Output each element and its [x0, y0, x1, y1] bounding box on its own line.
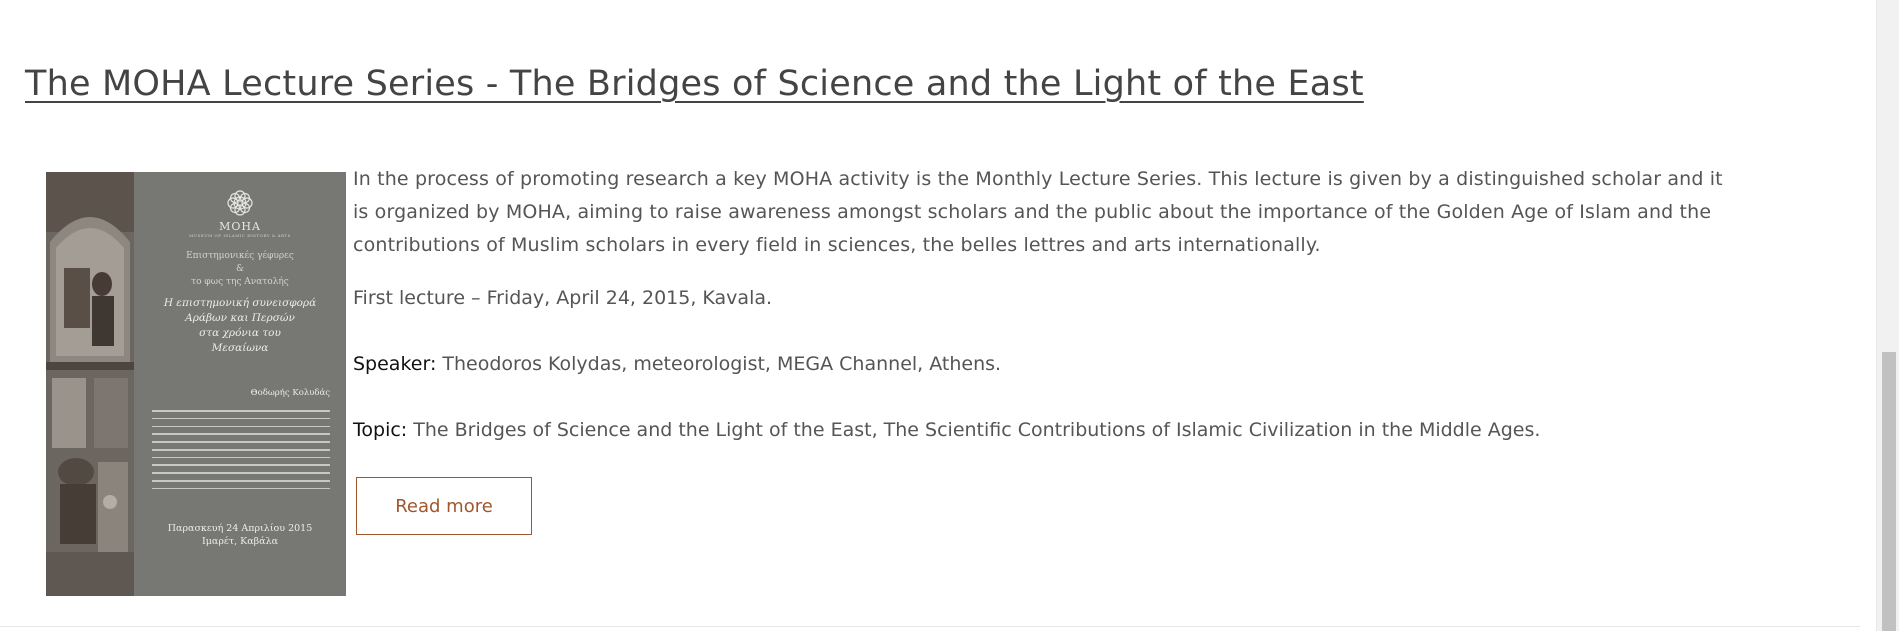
- topic-label: Topic:: [353, 419, 408, 441]
- poster-series-line: το φως της Ανατολής: [191, 277, 289, 287]
- poster-brand: MOHA: [219, 220, 261, 233]
- poster-text-panel: [134, 172, 346, 596]
- first-lecture-date: First lecture – Friday, April 24, 2015, Kavala.: [353, 287, 773, 309]
- section-divider: [0, 626, 1860, 627]
- poster-heading-line: Η επιστημονική συνεισφορά: [163, 297, 317, 309]
- poster-body-text: [152, 410, 330, 502]
- topic-value: The Bridges of Science and the Light of the East, The Scientific Contributions of Islamic Civilization in the Middle Ages.: [413, 419, 1541, 441]
- poster-venue-line: Ιμαρέτ, Καβάλα: [202, 536, 278, 547]
- speaker-label: Speaker:: [353, 353, 437, 375]
- poster-series-line: Επιστημονικές γέφυρες: [186, 251, 294, 261]
- article-content: [353, 163, 1743, 441]
- article-intro: In the process of promoting research a key MOHA activity is the Monthly Lecture Series. This lecture is given by a distinguished scholar and it is organized by MOHA, aiming to raise awareness amongst scholars and the public about the importance of the Golden Age of Islam and the contributions of Muslim scholars in every field in sciences, the belles lettres and arts internationally.: [353, 168, 1723, 256]
- poster-series-title: [134, 250, 346, 289]
- scrollbar-track[interactable]: [1876, 0, 1899, 631]
- poster-author: Θοδωρής Κολυδάς: [250, 388, 330, 398]
- speaker-value: Theodoros Kolydas, meteorologist, MEGA Channel, Athens.: [442, 353, 1002, 375]
- poster-series-line: &: [235, 264, 244, 274]
- poster-heading-line: Αράβων και Περσών: [185, 312, 295, 324]
- lecture-poster-image: [46, 172, 346, 596]
- article-title-link[interactable]: The MOHA Lecture Series - The Bridges of Science and the Light of the East: [25, 64, 1364, 104]
- poster-heading-line: στα χρόνια του: [199, 327, 281, 339]
- poster-brand-subtitle: MUSEUM OF ISLAMIC HISTORY & ARTS: [189, 233, 291, 238]
- speaker-line: [353, 353, 1001, 375]
- scrollbar-thumb[interactable]: [1882, 352, 1896, 631]
- poster-lecture-heading: [134, 296, 346, 356]
- topic-line: [353, 419, 1540, 441]
- poster-heading-line: Μεσαίωνα: [211, 342, 269, 354]
- poster-illustration: [46, 172, 134, 596]
- read-more-button[interactable]: Read more: [356, 477, 532, 535]
- ornament-icon: [224, 187, 256, 219]
- poster-date-line: Παρασκευή 24 Απριλίου 2015: [167, 523, 313, 534]
- poster-date: [134, 522, 346, 548]
